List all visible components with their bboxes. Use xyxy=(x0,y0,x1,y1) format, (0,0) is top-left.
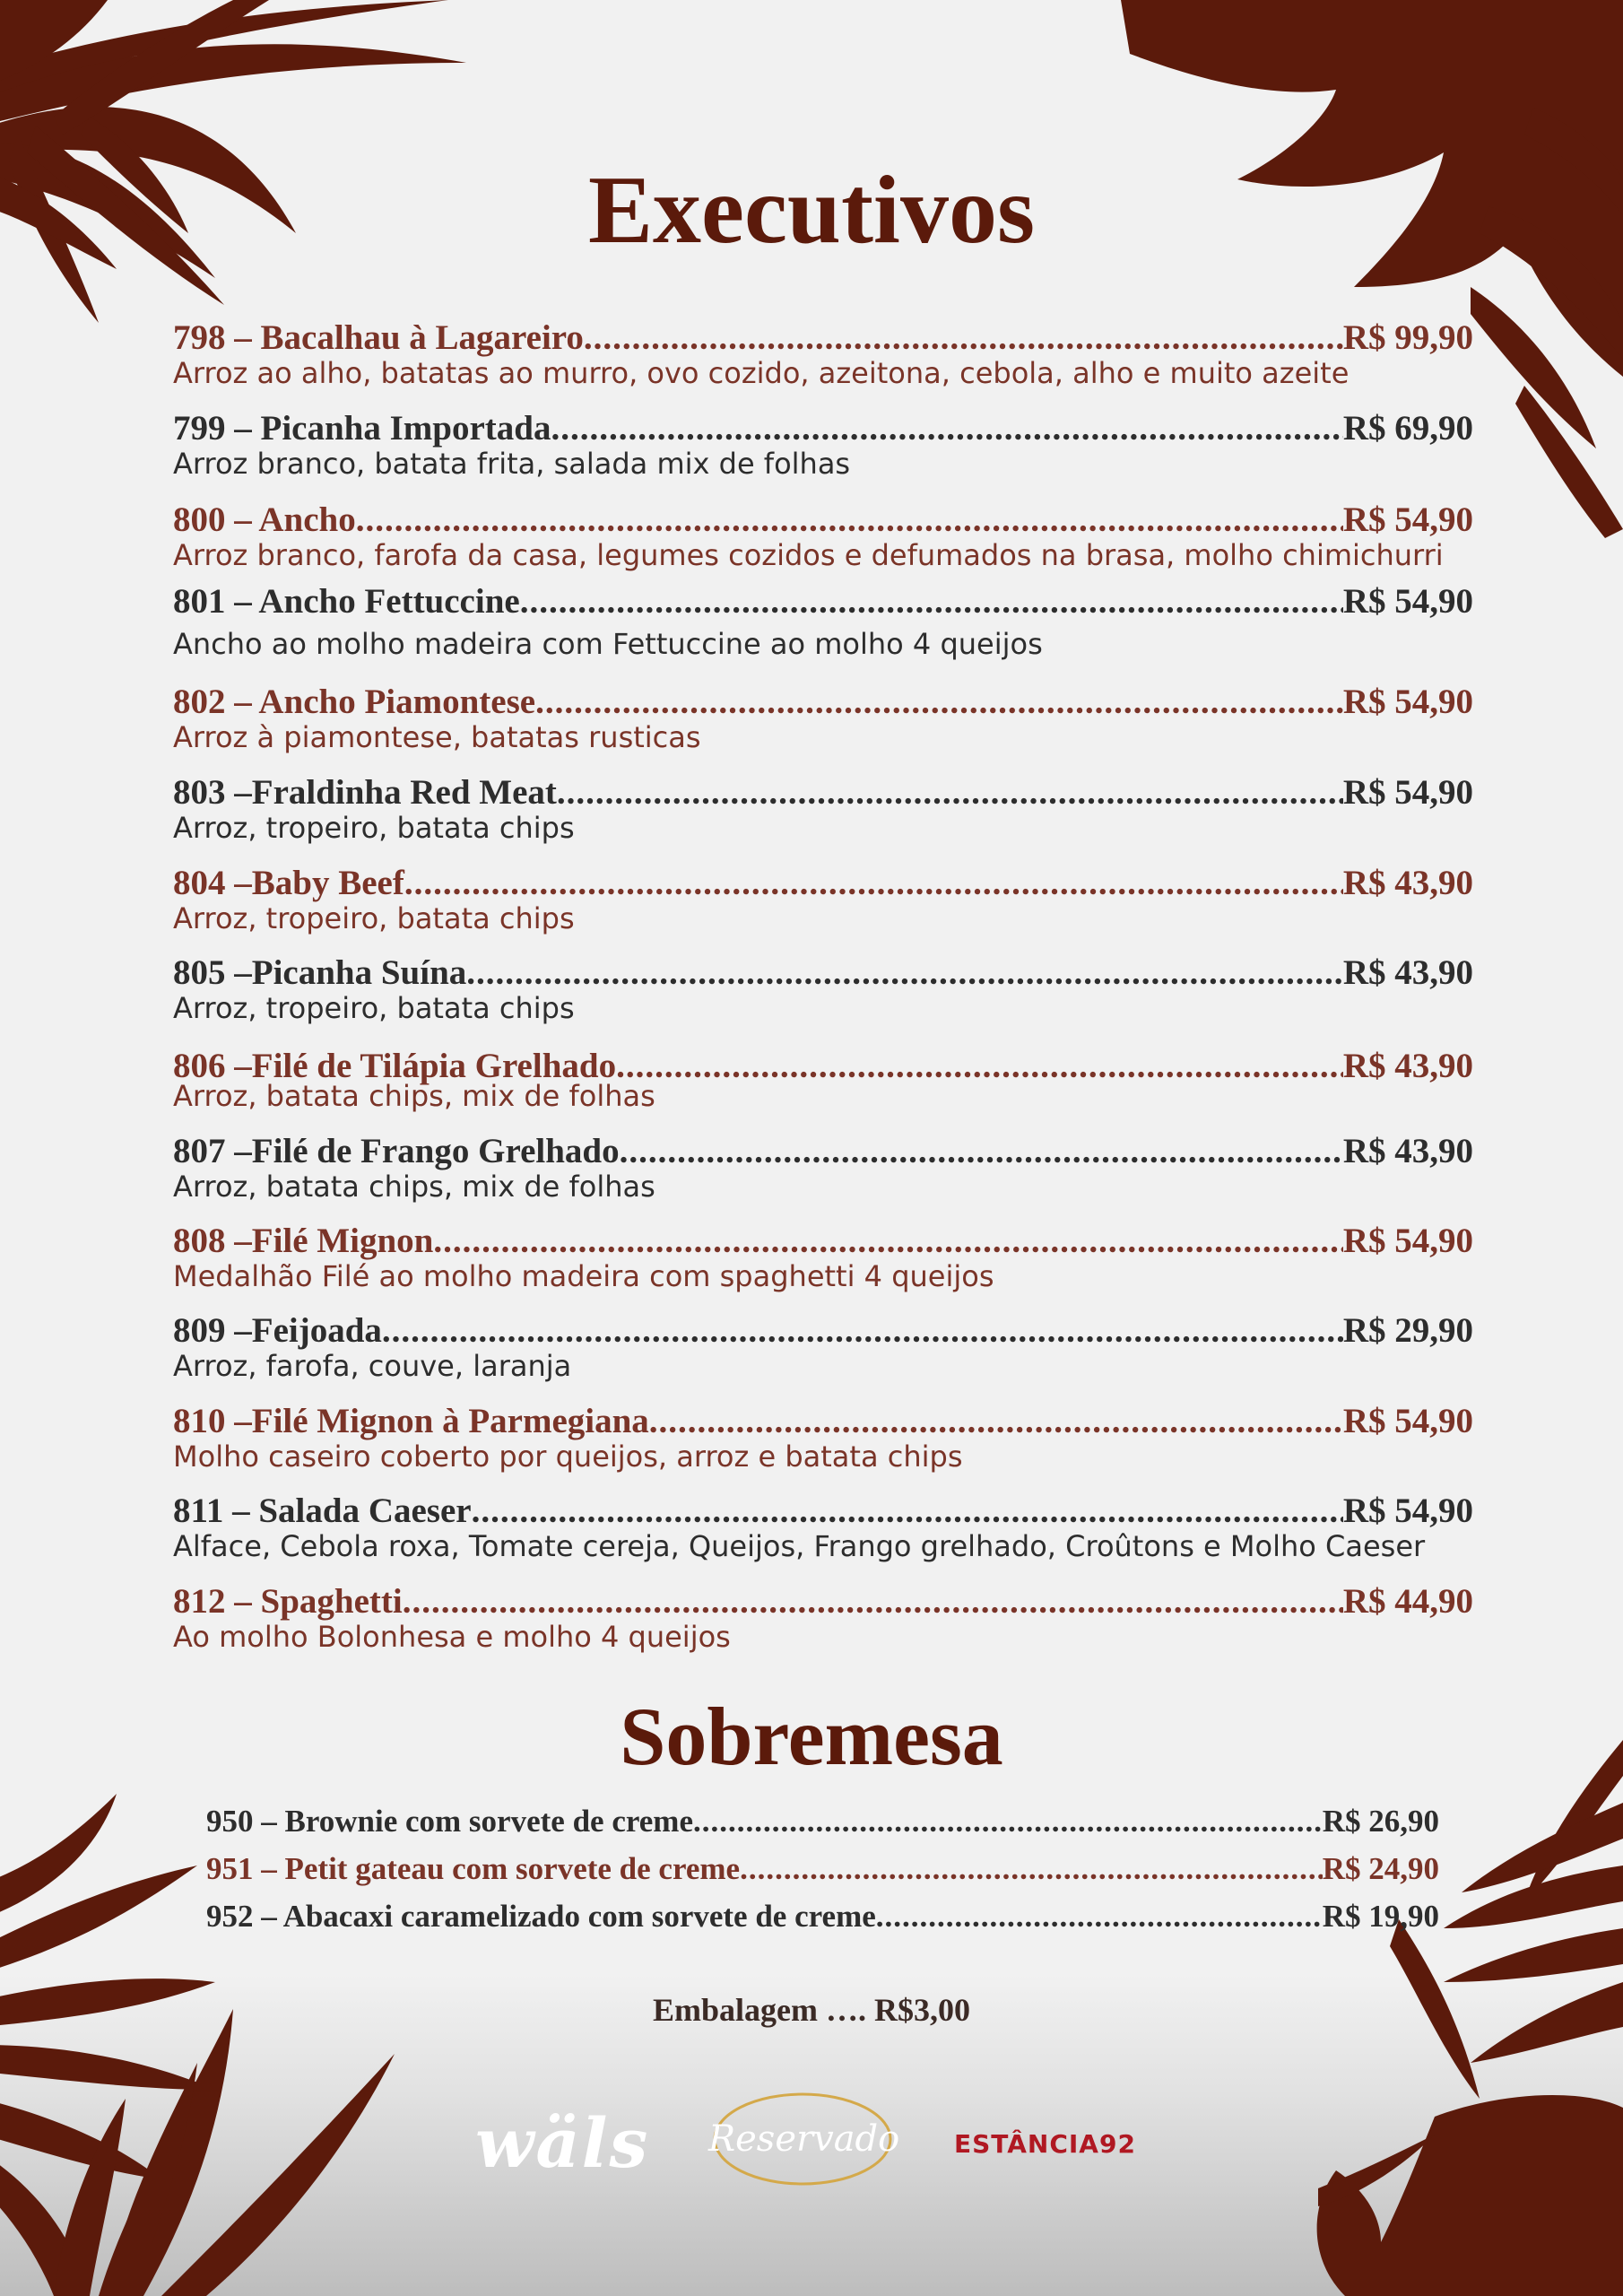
menu-item-803 xyxy=(173,774,1473,844)
item-price: R$ 43,90 xyxy=(1342,1047,1473,1085)
dot-leader xyxy=(740,1851,1323,1887)
item-price: R$ 44,90 xyxy=(1342,1582,1473,1621)
item-description: Molho caseiro coberto por queijos, arroz e batata chips xyxy=(173,1439,963,1474)
item-description: Arroz, tropeiro, batata chips xyxy=(173,991,575,1025)
item-price: R$ 54,90 xyxy=(1342,1222,1473,1260)
menu-item-804 xyxy=(173,865,1473,935)
item-price: R$ 54,90 xyxy=(1342,683,1473,721)
item-price: R$ 54,90 xyxy=(1342,1402,1473,1440)
item-name: 804 –Baby Beef xyxy=(173,864,404,902)
item-price: R$ 54,90 xyxy=(1342,500,1473,539)
menu-item-799 xyxy=(173,410,1473,480)
item-description: Ao molho Bolonhesa e molho 4 queijos xyxy=(173,1620,731,1654)
menu-item-806 xyxy=(173,1048,1473,1112)
dot-leader xyxy=(620,1133,1343,1170)
item-description: Arroz, tropeiro, batata chips xyxy=(173,901,575,935)
item-name: 808 –Filé Mignon xyxy=(173,1222,434,1260)
menu-item-798 xyxy=(173,319,1473,389)
item-price: R$ 54,90 xyxy=(1342,773,1473,812)
menu-item-800 xyxy=(173,501,1473,571)
dot-leader xyxy=(557,774,1343,812)
item-description: Alface, Cebola roxa, Tomate cereja, Queijos, Frango grelhado, Croûtons e Molho Caeser xyxy=(173,1529,1426,1563)
dot-leader xyxy=(404,865,1343,902)
packaging-fee: Embalagem …. R$3,00 xyxy=(653,1992,970,2028)
item-name: 807 –Filé de Frango Grelhado xyxy=(173,1132,620,1170)
item-description: Arroz à piamontese, batatas rusticas xyxy=(173,720,701,754)
menu-item-802 xyxy=(173,683,1473,753)
item-price: R$ 26,90 xyxy=(1322,1804,1439,1839)
item-name: 800 – Ancho xyxy=(173,500,356,539)
item-price: R$ 43,90 xyxy=(1342,953,1473,992)
reservado-logo-text: Reservado xyxy=(708,2118,900,2160)
section-title-executivos: Executivos xyxy=(588,157,1035,264)
wals-logo: wäls xyxy=(475,2103,650,2183)
menu-item-801 xyxy=(173,583,1473,660)
item-price: R$ 69,90 xyxy=(1342,409,1473,448)
item-name: 952 – Abacaxi caramelizado com sorvete de creme xyxy=(206,1899,876,1934)
menu-item-809 xyxy=(173,1312,1473,1382)
dot-leader xyxy=(551,410,1342,448)
item-name: 806 –Filé de Tilápia Grelhado xyxy=(173,1047,617,1085)
dot-leader xyxy=(693,1804,1323,1839)
menu-item-808 xyxy=(173,1222,1473,1292)
menu-item-811 xyxy=(173,1492,1473,1562)
item-name: 805 –Picanha Suína xyxy=(173,953,467,992)
item-name: 798 – Bacalhau à Lagareiro xyxy=(173,318,584,357)
dot-leader xyxy=(382,1312,1343,1350)
item-price: R$ 29,90 xyxy=(1342,1311,1473,1350)
dot-leader xyxy=(535,683,1343,721)
item-price: R$ 24,90 xyxy=(1322,1851,1439,1886)
reservado-logo xyxy=(708,2090,900,2188)
item-name: 950 – Brownie com sorvete de creme xyxy=(206,1804,693,1839)
item-description: Medalhão Filé ao molho madeira com spaghetti 4 queijos xyxy=(173,1259,994,1293)
menu-item-812 xyxy=(173,1583,1473,1653)
dessert-item-951 xyxy=(206,1851,1439,1887)
item-name: 951 – Petit gateau com sorvete de creme xyxy=(206,1851,741,1886)
dot-leader xyxy=(472,1492,1343,1530)
item-price: R$ 19,90 xyxy=(1322,1899,1439,1934)
dot-leader xyxy=(616,1048,1343,1085)
item-description: Arroz, batata chips, mix de folhas xyxy=(173,1079,655,1113)
item-name: 811 – Salada Caeser xyxy=(173,1492,472,1530)
item-description: Arroz branco, batata frita, salada mix de folhas xyxy=(173,447,851,481)
dessert-item-950 xyxy=(206,1804,1439,1839)
menu-item-805 xyxy=(173,954,1473,1024)
item-price: R$ 43,90 xyxy=(1342,1132,1473,1170)
item-description: Arroz ao alho, batatas ao murro, ovo cozido, azeitona, cebola, alho e muito azeite xyxy=(173,356,1350,390)
estancia92-logo: ESTÂNCIA92 xyxy=(954,2129,1136,2159)
item-name: 809 –Feijoada xyxy=(173,1311,382,1350)
item-name: 803 –Fraldinha Red Meat xyxy=(173,773,557,812)
item-description: Arroz, tropeiro, batata chips xyxy=(173,811,575,845)
dot-leader xyxy=(876,1899,1323,1935)
item-description: Arroz branco, farofa da casa, legumes cozidos e defumados na brasa, molho chimichurri xyxy=(173,538,1444,572)
item-price: R$ 43,90 xyxy=(1342,864,1473,902)
dot-leader xyxy=(403,1583,1343,1621)
dessert-item-952 xyxy=(206,1899,1439,1935)
item-name: 801 – Ancho Fettuccine xyxy=(173,582,520,621)
item-name: 802 – Ancho Piamontese xyxy=(173,683,536,721)
dot-leader xyxy=(466,954,1343,992)
item-description: Arroz, farofa, couve, laranja xyxy=(173,1349,572,1383)
item-description: Ancho ao molho madeira com Fettuccine ao molho 4 queijos xyxy=(173,627,1043,661)
item-name: 810 –Filé Mignon à Parmegiana xyxy=(173,1402,649,1440)
item-price: R$ 99,90 xyxy=(1342,318,1473,357)
item-name: 812 – Spaghetti xyxy=(173,1582,403,1621)
item-name: 799 – Picanha Importada xyxy=(173,409,551,448)
dot-leader xyxy=(433,1222,1342,1260)
dot-leader xyxy=(584,319,1343,357)
dot-leader xyxy=(649,1403,1343,1440)
item-price: R$ 54,90 xyxy=(1342,1492,1473,1530)
item-price: R$ 54,90 xyxy=(1342,582,1473,621)
section-title-sobremesa: Sobremesa xyxy=(620,1691,1003,1782)
dot-leader xyxy=(520,583,1343,621)
dot-leader xyxy=(356,501,1343,539)
menu-item-807 xyxy=(173,1133,1473,1203)
menu-item-810 xyxy=(173,1403,1473,1473)
item-description: Arroz, batata chips, mix de folhas xyxy=(173,1170,655,1204)
